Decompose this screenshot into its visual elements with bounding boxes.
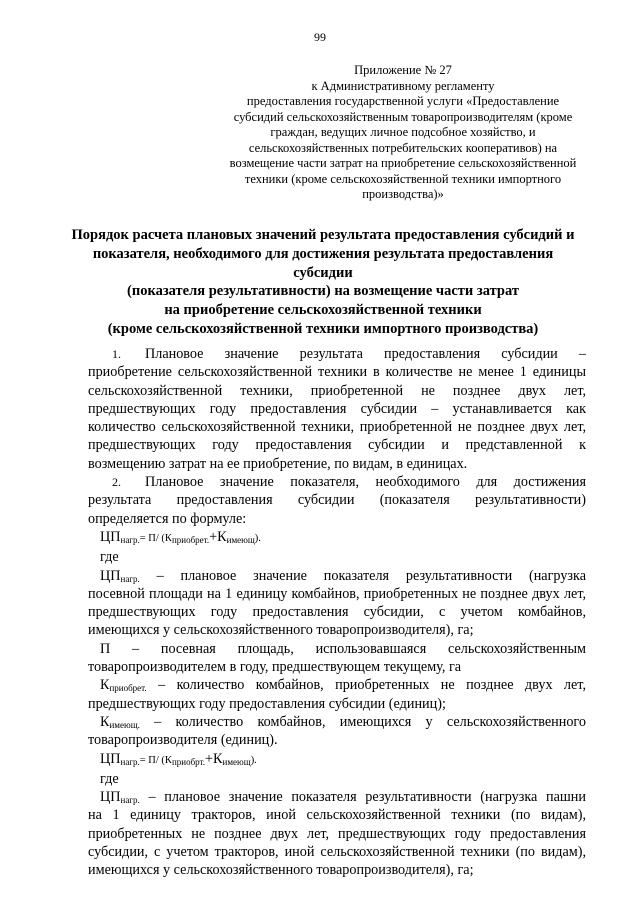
paragraph-line: товаропроизводителя (единиц). xyxy=(88,732,278,749)
annex-header xyxy=(218,63,588,203)
paragraph-line: предшествующих году предоставления субсидии (единиц); xyxy=(88,695,446,712)
where-label: где xyxy=(100,549,119,566)
definition-3: $К_{приобрет.}$ – количество комбайнов, приобретенных не позднее двух лет, предшествующих году предоставления субсидии (единиц); xyxy=(88,677,586,712)
paragraph-line: возмещению затрат на ее приобретение, по видам, в единицах. xyxy=(88,455,468,472)
paragraph-line: субсидии, с учетом тракторов, иной сельскохозяйственной техники (по видам), xyxy=(88,844,586,861)
document-body xyxy=(88,345,586,880)
formula-1: $ЦП_{нагр.}= П/$ $(К_{приобрет.}+К_{имеющ})$. xyxy=(100,528,261,545)
paragraph-line: Плановое значение результата предоставления субсидии – xyxy=(145,346,586,362)
paragraph-line: имеющихся у сельскохозяйственного товаропроизводителя), га; xyxy=(88,622,474,639)
paragraph-line: предшествующих году предоставления субсидии – устанавливается как xyxy=(88,400,586,417)
annex-line: субсидий сельскохозяйственным товаропроизводителям (кроме xyxy=(233,109,573,124)
document-title xyxy=(60,226,586,339)
definition-2 xyxy=(88,640,586,677)
title-line: на приобретение сельскохозяйственной техники xyxy=(164,302,482,319)
paragraph-1 xyxy=(88,345,586,473)
paragraph-line: на 1 единицу тракторов, иной сельскохозяйственной техники (по видам), xyxy=(88,807,586,824)
definition-5: $ЦП_{нагр.}$ – плановое значение показателя результативности (нагрузка пашни на 1 единицу тракторов, иной сельскохозяйственной техники (по видам), приобретенных не позднее двух лет, предшествующих году предоставления субсидии, с учетом тракторов, иной сельскохозяйственной техники (по видам), имеющихся у сельскохозяйственного товаропроизводителя), га; xyxy=(88,789,586,879)
annex-line: граждан, ведущих личное подсобное хозяйство, и xyxy=(270,125,536,139)
paragraph-line: Плановое значение показателя, необходимого для достижения xyxy=(145,474,586,491)
paragraph-number: 1. xyxy=(112,347,121,361)
paragraph-line: количество сельскохозяйственной техники, приобретенной не позднее двух лет, xyxy=(88,419,586,436)
annex-line: предоставления государственной услуги «Предоставление xyxy=(246,94,560,108)
paragraph-line: имеющихся у сельскохозяйственного товаропроизводителя), га; xyxy=(88,862,474,879)
paragraph-line: приобретение сельскохозяйственной техники в количестве не менее 1 единицы xyxy=(88,364,586,381)
annex-line: возмещение части затрат на приобретение сельскохозяйственной xyxy=(229,156,577,170)
paragraph-2 xyxy=(88,473,586,528)
formula-2: $ЦП_{нагр.}= П/$ $(К_{приобрт.}+К_{имеющ})$. xyxy=(100,750,257,767)
paragraph-line: предшествующих году предоставления субсидии, с учетом комбайнов, xyxy=(88,604,586,621)
title-line: (кроме сельскохозяйственной техники импортного производства) xyxy=(107,320,539,337)
paragraph-line: П – посевная площадь, использовавшаяся сельскохозяйственным xyxy=(100,640,586,657)
paragraph-line: определяется по формуле: xyxy=(88,510,247,527)
annex-line: Приложение № 27 xyxy=(354,63,452,77)
title-line: Порядок расчета плановых значений результата предоставления субсидий и xyxy=(71,227,575,243)
paragraph-line: сельскохозяйственной техники, приобретенной не позднее двух лет, xyxy=(88,382,586,399)
paragraph-line: приобретенных не позднее двух лет, предшествующих году предоставления xyxy=(88,825,586,842)
paragraph-line: товаропроизводителем в году, предшествующем текущему, га xyxy=(88,659,462,676)
where-label: где xyxy=(100,770,119,787)
title-line: субсидии xyxy=(293,264,353,281)
paragraph-number: 2. xyxy=(112,475,121,490)
paragraph-line: результата предоставления субсидии (показателя результативности) xyxy=(88,492,586,509)
annex-line: производства)» xyxy=(362,187,444,201)
annex-line: к Административному регламенту xyxy=(311,78,495,93)
definition-1: $ЦП_{нагр.}$ – плановое значение показателя результативности (нагрузка посевной площади на 1 единицу комбайнов, приобретенных не позднее двух лет, предшествующих году предоставления субсидии, с учетом комбайнов, имеющихся у сельскохозяйственного товаропроизводителя), га; xyxy=(88,567,586,639)
annex-line: техники (кроме сельскохозяйственной техники импортного xyxy=(244,171,562,186)
paragraph-line: предшествующих году предоставления субсидии и представленной к xyxy=(88,437,586,454)
paragraph-line: посевной площади на 1 единицу комбайнов, приобретенных не позднее двух лет, xyxy=(88,585,586,602)
page-number: 99 xyxy=(314,30,326,44)
annex-line: сельскохозяйственных потребительских кооперативов) на xyxy=(248,140,558,155)
title-line: показателя, необходимого для достижения результата предоставления xyxy=(92,245,554,262)
definition-4: $К_{имеющ.}$ – количество комбайнов, имеющихся у сельскохозяйственного товаропроизводителя (единиц). xyxy=(88,713,586,749)
title-line: (показателя результативности) на возмещение части затрат xyxy=(127,283,519,300)
